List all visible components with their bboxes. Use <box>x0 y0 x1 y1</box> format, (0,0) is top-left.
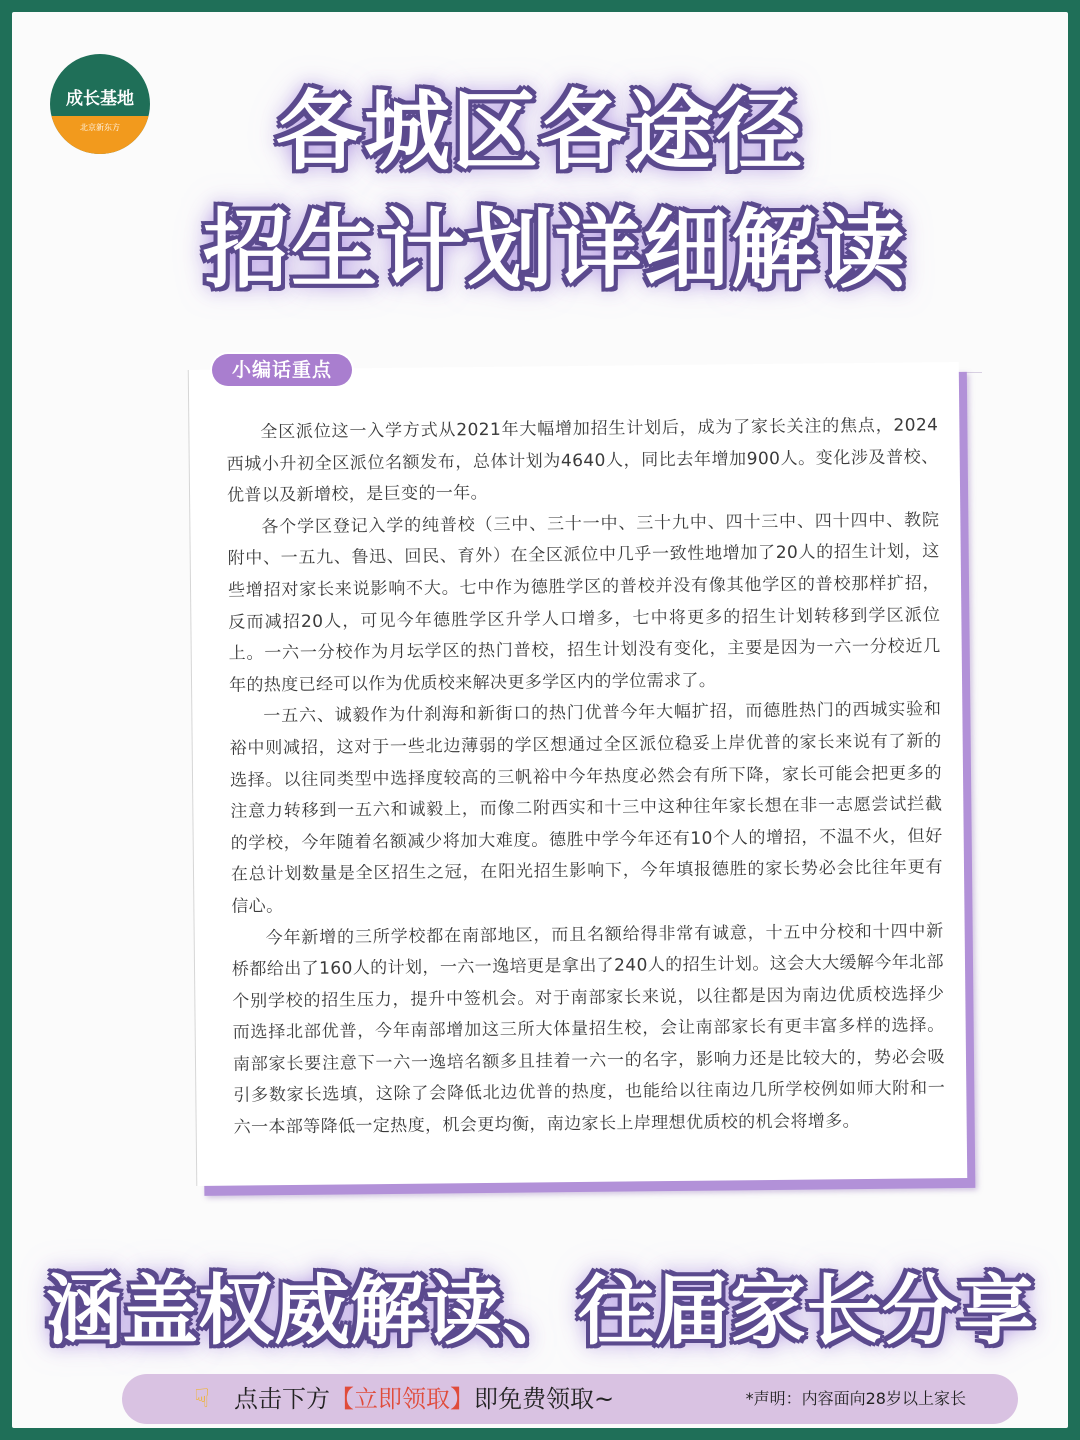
logo-sub-text: 北京新东方 <box>80 123 120 132</box>
article-paragraph-1: 全区派位这一入学方式从2021年大幅增加招生计划后，成为了家长关注的焦点，2024西城小升初全区派位名额发布，总体计划为4640人，同比去年增加900人。变化涉及普校、优普以及新增校，是巨变的一年。 <box>226 415 939 506</box>
logo-main-text: 成长基地 <box>66 89 134 109</box>
article-paragraph-3: 一五六、诚毅作为什刹海和新街口的热门优普今年大幅扩招，而德胜热门的西城实验和裕中则减招，这对于一些北边薄弱的学区想通过全区派位稳妥上岸优普的家长来说有了新的选择。以往同类型中选择度较高的三帆裕中今年热度必然会有所下降，家长可能会把更多的注意力转移到一五六和诚毅上，而像二附西实和十三中这种往年家长想在非一志愿尝试拦截的学校，今年随着名额减少将加大难度。德胜中学今年还有10个人的增招，不温不火，但好在总计划数量是全区招生之冠，在阳光招生影响下，今年填报德胜的家长势必会比往年更有信心。 <box>229 699 944 917</box>
cta-bar[interactable] <box>122 1374 1018 1424</box>
cta-suffix: 即免费领取~ <box>474 1385 615 1413</box>
section-tag: 小编话重点 <box>212 354 352 386</box>
article-body <box>226 410 946 1144</box>
article-paragraph-2: 各个学区登记入学的纯普校（三中、三十一中、三十九中、四十三中、四十四中、教院附中、一五九、鲁迅、回民、育外）在全区派位中几乎一致性地增加了20人的招生计划，这些增招对家长来说影响不大。七中作为德胜学区的普校并没有像其他学区的普校那样扩招，反而减招20人，可见今年德胜学区升学人口增多，七中将更多的招生计划转移到学区派位上。一六一分校作为月坛学区的热门普校，招生计划没有变化，主要是因为一六一分校近几年的热度已经可以作为优质校来解决更多学区内的学位需求了。 <box>227 510 941 696</box>
cta-highlight[interactable]: 【立即领取】 <box>330 1385 474 1413</box>
title-line-2: 招生计划详细解读 <box>203 200 907 300</box>
title-line-1: 各城区各途径 <box>276 82 804 182</box>
pointing-hand-icon: ☟ <box>194 1384 210 1414</box>
article-paragraph-4: 今年新增的三所学校都在南部地区，而且名额给得非常有诚意，十五中分校和十四中新桥都给出了160人的计划，一六一逸培更是拿出了240人的招生计划。这会大大缓解今年北部个别学校的招生压力，提升中签机会。对于南部家长来说，以往都是因为南边优质校选择少而选择北部优普，今年南部增加这三所大体量招生校，会让南部家长有更丰富多样的选择。南部家长要注意下一六一逸培名额多且挂着一六一的名字，影响力还是比较大的，势必会吸引多数家长选填，这除了会降低北边优普的热度，也能给以往南边几所学校例如师大附和一六一本部等降低一定热度，机会更均衡，南边家长上岸理想优质校的机会将增多。 <box>231 920 946 1138</box>
cta-prefix: 点击下方 <box>234 1385 330 1413</box>
poster-frame <box>12 12 1068 1428</box>
title-line-3: 涵盖权威解读、往届家长分享 <box>46 1266 1034 1355</box>
disclaimer-text: *声明：内容面向28岁以上家长 <box>745 1389 966 1408</box>
cta-text[interactable] <box>234 1374 614 1424</box>
